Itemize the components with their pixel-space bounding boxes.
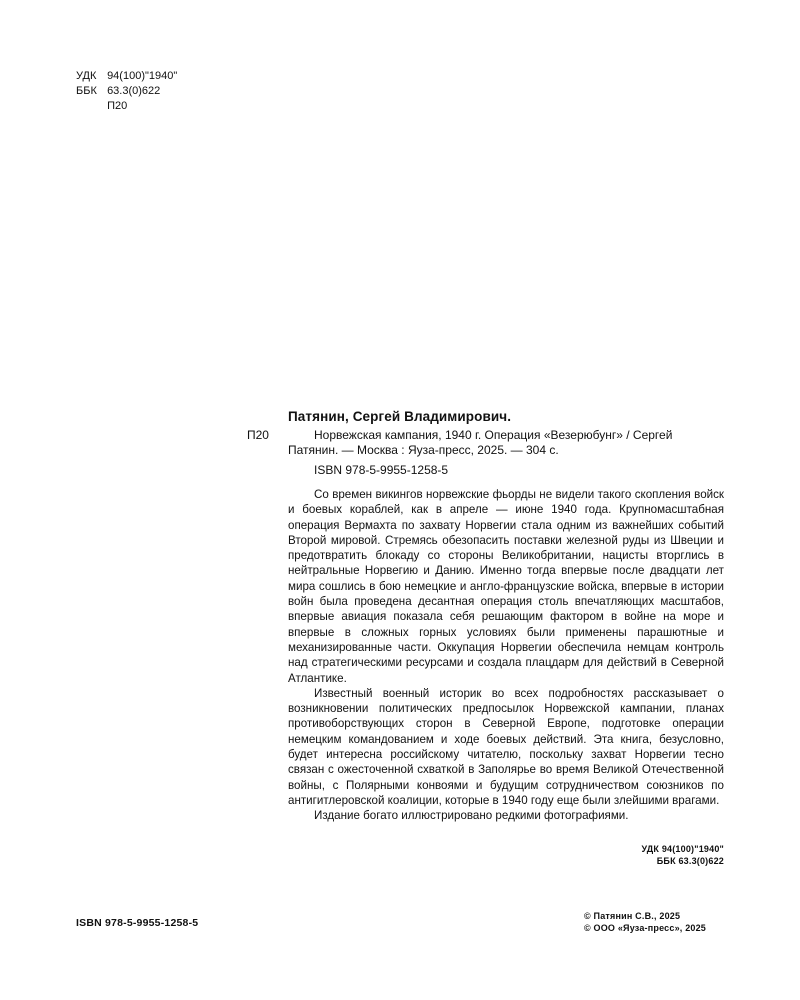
card-title-line-2: Патянин. — Москва : Яуза-пресс, 2025. — 304 с. bbox=[288, 443, 559, 457]
card-isbn: ISBN 978-5-9955-1258-5 bbox=[314, 463, 449, 477]
bbk-row bbox=[76, 84, 177, 99]
abstract-paragraph: Со времен викингов норвежские фьорды не видели такого скопления войск и боевых кораблей, как в апреле — июне 1940 года. Крупномасштабная операция Вермахта по захвату Норвегии стала одним из важнейших событий Второй мировой. Стремясь обезопасить поставки железной руды из Швеции и предотвратить блокаду со стороны Великобритании, нацисты вторглись в нейтральные Норвегию и Данию. Именно тогда впервые после двадцати лет мира сошлись в бою немецкие и англо-французские войска, впервые в истории войн была проведена десантная операция столь впечатляющих масштабов, впервые авиация показала себя решающим фактором в войне на море и впервые в сложных горных условиях были применены парашютные и механизированные части. Оккупация Норвегии обеспечила немцам контроль над стратегическими ресурсами и создала плацдарм для действий в Северной Атлантике. bbox=[288, 488, 724, 685]
copyright-block bbox=[584, 910, 724, 934]
isbn-bottom: ISBN 978-5-9955-1258-5 bbox=[76, 917, 199, 929]
bbk-label: ББК bbox=[76, 85, 97, 97]
copyright-author: © Патянин С.В., 2025 bbox=[584, 911, 681, 921]
catalog-card bbox=[288, 408, 724, 824]
copyright-publisher: © ООО «Яуза-пресс», 2025 bbox=[584, 923, 707, 933]
classification-bottom bbox=[641, 843, 724, 867]
abstract-paragraph: Известный военный историк во всех подробностях рассказывает о возникновении политических предпосылок Норвежской кампании, планах противоборствующих сторон в Северной Европе, подготовке операции немецким командованием и ходе боевых действий. Эта книга, безусловно, будет интересна российскому читателю, поскольку захват Норвегии тесно связан с ожесточенной схваткой в Заполярье во время Великой Отечественной войны, с Полярными конвоями и будущим сотрудничеством союзников по антигитлеровской коалиции, которые в 1940 году еще были злейшими врагами. bbox=[288, 686, 724, 807]
classification-top bbox=[76, 69, 177, 114]
abstract-paragraph: Издание богато иллюстрировано редкими фотографиями. bbox=[314, 809, 629, 823]
udk-label: УДК bbox=[76, 70, 97, 82]
abstract bbox=[288, 487, 724, 824]
card-title bbox=[288, 428, 724, 458]
author-code-row bbox=[76, 99, 177, 114]
udk-row bbox=[76, 69, 177, 84]
author-code: П20 bbox=[107, 100, 128, 112]
bbk-bottom: ББК 63.3(0)622 bbox=[656, 856, 724, 866]
bbk-value: 63.3(0)622 bbox=[107, 85, 161, 97]
card-author: Патянин, Сергей Владимирович. bbox=[288, 409, 512, 424]
card-author-code: П20 bbox=[247, 428, 269, 442]
udk-value: 94(100)"1940" bbox=[107, 70, 178, 82]
udk-bottom: УДК 94(100)"1940" bbox=[641, 844, 724, 854]
card-title-line-1: Норвежская кампания, 1940 г. Операция «Везерюбунг» / Сергей bbox=[314, 428, 673, 442]
